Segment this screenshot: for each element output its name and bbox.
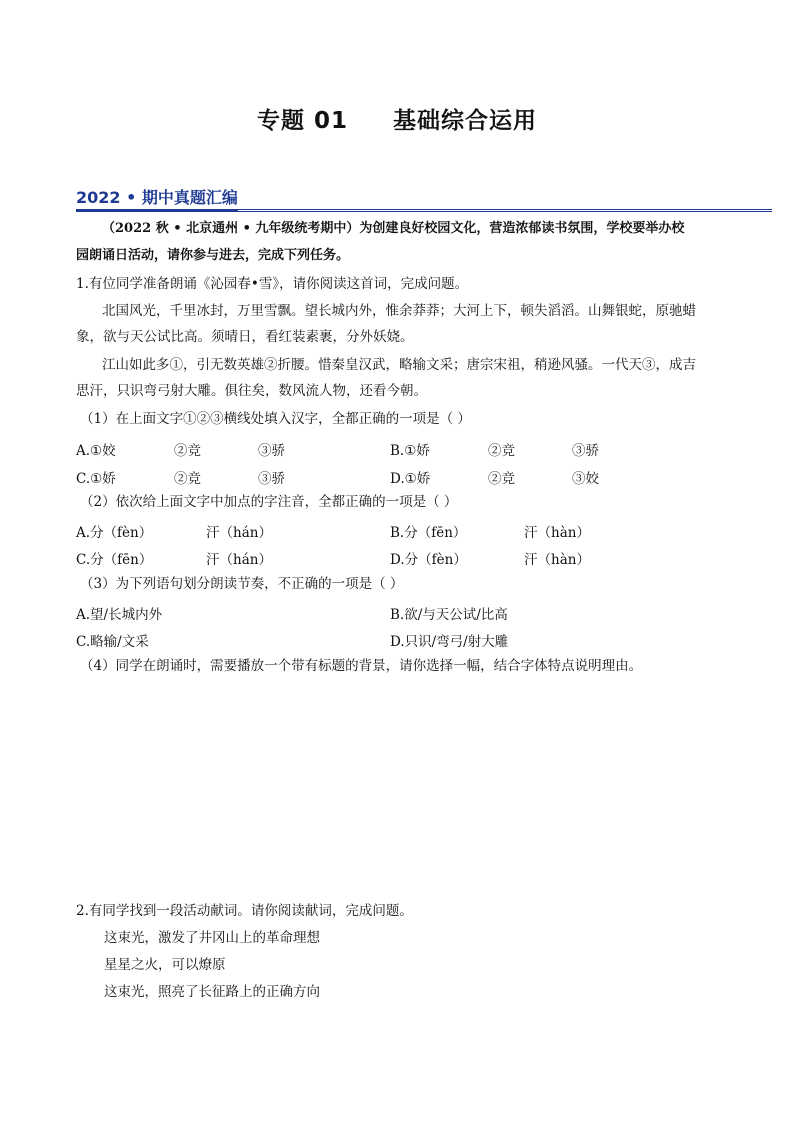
sub-question-2-options-row-2: [76, 548, 776, 566]
option-d-part-2: 汗（hàn）: [524, 552, 590, 568]
option-b-part-2: ②竞: [488, 443, 515, 459]
option-d-part-3: ③姣: [572, 471, 599, 487]
poem-paragraph-2-line-2: 思汗，只识弯弓射大雕。俱往矣，数风流人物，还看今朝。: [76, 383, 427, 399]
option-b-part-1: B.①娇: [390, 443, 430, 459]
sub-question-2-options-row-1: [76, 521, 776, 539]
sub-question-1-stem: （1）在上面文字①②③横线处填入汉字，全都正确的一项是（ ）: [80, 411, 471, 427]
page-title: 专题 01 基础综合运用: [256, 108, 538, 134]
option-c-part-2: 汗（hán）: [206, 552, 272, 568]
option-b-part-1: B.分（fēn）: [390, 525, 467, 541]
dedication-line-1: 这束光，激发了井冈山上的革命理想: [104, 930, 320, 946]
sub-question-4-stem: （4）同学在朗诵时，需要播放一个带有标题的背景，请你选择一幅，结合字体特点说明理由。: [80, 658, 643, 674]
question-2-stem: 2.有同学找到一段活动献词。请你阅读献词，完成问题。: [76, 903, 413, 919]
sub-question-3-options-row-1: [76, 603, 776, 621]
intro-line-2: 园朗诵日活动，请你参与进去，完成下列任务。: [76, 248, 350, 263]
option-d-part-1: D.分（fèn）: [390, 552, 467, 568]
dedication-line-3: 这束光，照亮了长征路上的正确方向: [104, 984, 320, 1000]
option-d-part-2: ②竞: [488, 471, 515, 487]
sub-question-3-options-row-2: [76, 630, 776, 648]
option-c-part-1: C.①娇: [76, 471, 116, 487]
option-b: B.欲/与天公试/比高: [390, 607, 508, 623]
sub-question-2-stem: （2）依次给上面文字中加点的字注音，全都正确的一项是（ ）: [80, 494, 458, 510]
sub-question-1-options-row-1: [76, 439, 776, 457]
option-b-part-3: ③骄: [572, 443, 599, 459]
option-a: A.望/长城内外: [76, 607, 163, 623]
sub-question-3-stem: （3）为下列语句划分朗读节奏，不正确的一项是（ ）: [80, 576, 404, 592]
option-c-part-1: C.分（fēn）: [76, 552, 153, 568]
option-c-part-3: ③骄: [258, 471, 285, 487]
dedication-line-2: 星星之火，可以燎原: [104, 957, 226, 973]
option-b-part-2: 汗（hàn）: [524, 525, 590, 541]
option-a-part-1: A.分（fèn）: [76, 525, 153, 541]
option-c-part-2: ②竞: [174, 471, 201, 487]
intro-line-1: （2022 秋 • 北京通州 • 九年级统考期中）为创建良好校园文化，营造浓郁读书氛围，学校要举办校: [102, 221, 685, 236]
option-c: C.略输/文采: [76, 634, 149, 650]
poem-paragraph-1-line-2: 象，欲与天公试比高。须晴日，看红装素裹，分外妖娆。: [76, 329, 414, 345]
option-a-part-1: A.①姣: [76, 443, 116, 459]
option-a-part-2: ②竞: [174, 443, 201, 459]
section-header: [76, 185, 772, 212]
option-d: D.只识/弯弓/射大雕: [390, 634, 509, 650]
poem-paragraph-2-line-1: 江山如此多①，引无数英雄②折腰。惜秦皇汉武，略输文采；唐宗宋祖，稍逊风骚。一代天③，成吉: [102, 357, 696, 373]
option-a-part-3: ③骄: [258, 443, 285, 459]
option-d-part-1: D.①娇: [390, 471, 431, 487]
poem-paragraph-1-line-1: 北国风光，千里冰封，万里雪飘。望长城内外，惟余莽莽；大河上下，顿失滔滔。山舞银蛇，原驰蜡: [102, 303, 696, 319]
question-1-stem: 1.有位同学准备朗诵《沁园春•雪》，请你阅读这首词，完成问题。: [76, 276, 469, 292]
section-title: 2022 • 期中真题汇编: [76, 185, 238, 211]
sub-question-1-options-row-2: [76, 467, 776, 485]
option-a-part-2: 汗（hán）: [206, 525, 272, 541]
